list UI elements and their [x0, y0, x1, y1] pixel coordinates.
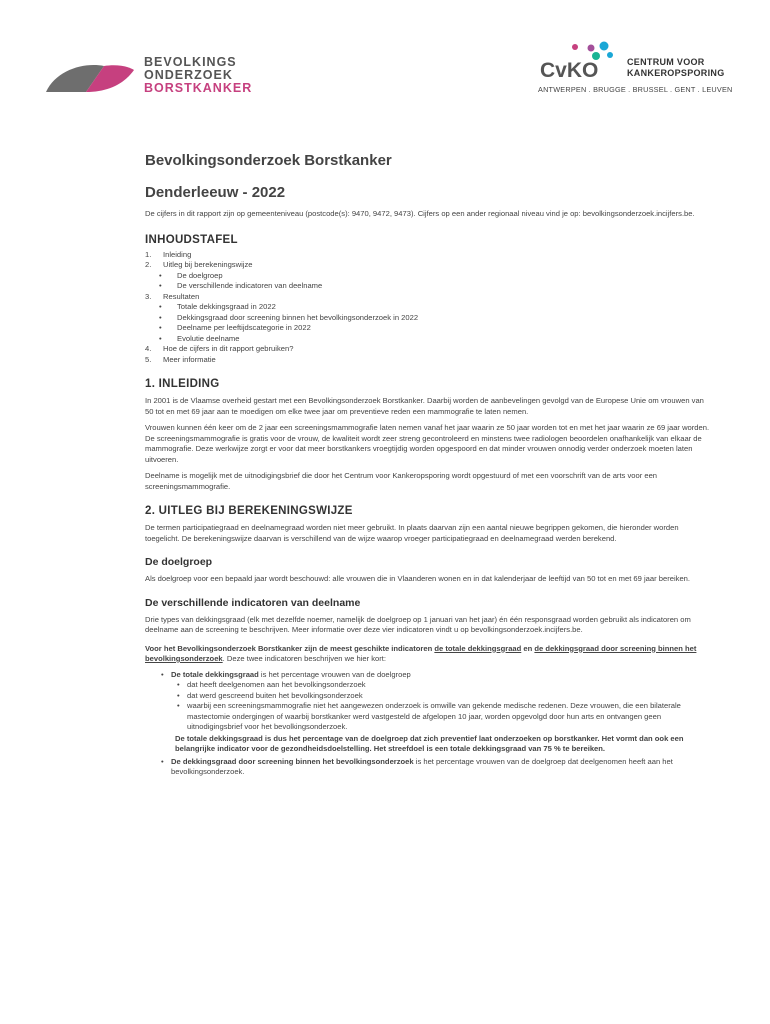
cvko-mark-icon — [538, 40, 628, 84]
toc-item-2[interactable]: 2. Uitleg bij berekeningswijze — [145, 260, 253, 269]
doelgroep-heading: De doelgroep — [145, 556, 213, 568]
totale-dekkingsgraad-summary: De totale dekkingsgraad is dus het percentage van de doelgroep dat zich preventief laat onderzoeken op borstkanker. Het vormt dan ook een belangrijke indicator voor de gezondheidsdoelstelling. Het streefdoel is een totale dekkingsgraad van 75 % te bereiken. — [175, 733, 684, 753]
cvko-name-line-2: KANKEROPSPORING — [627, 68, 725, 78]
list-item: • dat heeft deelgenomen aan het bevolkingsonderzoek — [177, 680, 366, 689]
doelgroep-text: Als doelgroep voor een bepaald jaar wordt beschouwd: alle vrouwen die in Vlaanderen wonen en in dat kalenderjaar de leeftijd van 50 tot en met 69 jaar bereiken. — [145, 574, 690, 583]
section-1-paragraph-1: In 2001 is de Vlaamse overheid gestart met een Bevolkingsonderzoek Borstkanker. Daarbij worden de aanbevelingen gevolgd van de Europese Unie om vrouwen van 50 tot en met 69 jaar aan te moedigen om elke twee jaar om preventieve reden een mammografie te laten nemen. — [145, 396, 704, 416]
indicatoren-heading: De verschillende indicatoren van deelname — [145, 596, 361, 609]
document-body — [145, 150, 710, 778]
toc-sub-item[interactable]: • Evolutie deelname — [159, 333, 240, 343]
section-2-heading: 2. UITLEG BIJ BEREKENINGSWIJZE — [145, 505, 353, 517]
toc-sub-item[interactable]: • Deelname per leeftijdscategorie in 2022 — [159, 323, 311, 332]
logo-line-3: BORSTKANKER — [144, 81, 253, 95]
list-item: • waarbij een screeningsmammografie niet het aangewezen onderzoek is omwille van gekende medische redenen. Deze vrouwen, die een bilaterale mastectomie ondergingen of waarbij borstkanker werd vastgesteld de afgelopen 10 jaar, worden opgevolgd door hun arts en ontvangen geen uitnodigingsbrief voor het bevolkingsonderzoek. — [177, 701, 681, 731]
intro-text: De cijfers in dit rapport zijn op gemeenteniveau (postcode(s): 9470, 9472, 9473). Cijfers op een ander regionaal niveau vind je op: bevolkingsonderzoek.incijfers.be. — [145, 209, 695, 218]
list-item: • dat werd gescreend buiten het bevolkingsonderzoek — [177, 690, 363, 700]
toc-sub-item[interactable]: • Dekkingsgraad door screening binnen het bevolkingsonderzoek in 2022 — [159, 312, 419, 322]
toc-item-4[interactable]: 4. Hoe de cijfers in dit rapport gebruiken? — [145, 344, 294, 353]
indicatoren-text: Drie types van dekkingsgraad (elk met dezelfde noemer, namelijk de doelgroep op 1 januari van het jaar) én één responsgraad worden gebruikt als indicatoren om deelname aan de screening te beschrijven. Meer informatie over deze vier indicatoren vindt u op bevolkingsonderzoek.incijfers.be. — [145, 614, 691, 634]
toc-item-5[interactable]: 5. Meer informatie — [145, 354, 216, 364]
toc-item-1[interactable]: 1. Inleiding — [145, 249, 192, 259]
toc-sub-item[interactable]: • De verschillende indicatoren van deelname — [159, 281, 323, 290]
cvko-cities: ANTWERPEN . BRUGGE . BRUSSEL . GENT . LEUVEN — [538, 85, 733, 94]
toc-heading: INHOUDSTAFEL — [145, 233, 238, 246]
cvko-name-line-1: CENTRUM VOOR — [627, 57, 705, 67]
document-subtitle: Denderleeuw - 2022 — [145, 184, 286, 201]
section-1-paragraph-3: Deelname is mogelijk met de uitnodigingsbrief die door het Centrum voor Kankeropsporing wordt opgestuurd of met een voorschrift van de arts voor een screeningsmammografie. — [145, 471, 658, 491]
indicator-dekkingsgraad-screening: • De dekkingsgraad door screening binnen het bevolkingsonderzoek is het percentage vrouwen van de doelgroep dat deelgenomen heeft aan het bevolkingsonderzoek. — [161, 756, 673, 776]
indicators-summary: Voor het Bevolkingsonderzoek Borstkanker zijn de meest geschikte indicatoren de totale dekkingsgraad en de dekkingsgraad door screening binnen het bevolkingsonderzoek. Deze twee indicatoren beschrijven we hier kort: — [145, 643, 697, 663]
toc-sub-item[interactable]: • Totale dekkingsgraad in 2022 — [159, 302, 276, 311]
section-2-paragraph-1: De termen participatiegraad en deelnamegraad worden niet meer gebruikt. In plaats daarvan zijn een aantal nieuwe begrippen gekomen, die hieronder worden toegelicht. De berekeningswijze daarvan is verschillend van de wijze waarop vroeger participatiegraad en deelnamegraad werden berekend. — [145, 523, 679, 543]
section-1-paragraph-2: Vrouwen kunnen één keer om de 2 jaar een screeningsmammografie laten nemen vanaf het jaar waarin ze 50 jaar worden tot en met het jaar waarin ze 69 jaar worden. De screeningsmammografie is gratis voor de vrouw, de kwaliteit wordt zeer streng gecontroleerd en minstens twee radiologen beoordelen onafhankelijk van elkaar de mammografie. Deze werkwijze zorgt er voor dat meer borstkankers vroegtijdig worden opgespoord en dat minder vrouwen onnodig verder onderzoek moeten laten uitvoeren. — [145, 423, 710, 464]
logo-line-2: ONDERZOEK — [144, 68, 233, 82]
section-1-heading: 1. INLEIDING — [145, 378, 220, 390]
indicator-totale-dekkingsgraad: • De totale dekkingsgraad is het percentage vrouwen van de doelgroep — [161, 669, 411, 679]
cvko-mark-text: CvKO — [540, 59, 599, 82]
bevolkingsonderzoek-logo — [44, 55, 253, 106]
logo-swoosh-icon — [44, 62, 136, 96]
document-title: Bevolkingsonderzoek Borstkanker — [145, 152, 392, 169]
indicator-list — [145, 670, 710, 778]
table-of-contents — [145, 250, 710, 366]
cvko-logo — [538, 40, 738, 100]
link-totale-dekkingsgraad[interactable]: de totale dekkingsgraad — [434, 643, 522, 653]
toc-item-3[interactable]: 3. Resultaten — [145, 291, 200, 301]
logo-line-1: BEVOLKINGS — [144, 55, 237, 69]
link-dekkingsgraad-screening[interactable]: de dekkingsgraad door screening binnen het bevolkingsonderzoek — [145, 643, 697, 663]
toc-sub-item[interactable]: • De doelgroep — [159, 270, 223, 280]
